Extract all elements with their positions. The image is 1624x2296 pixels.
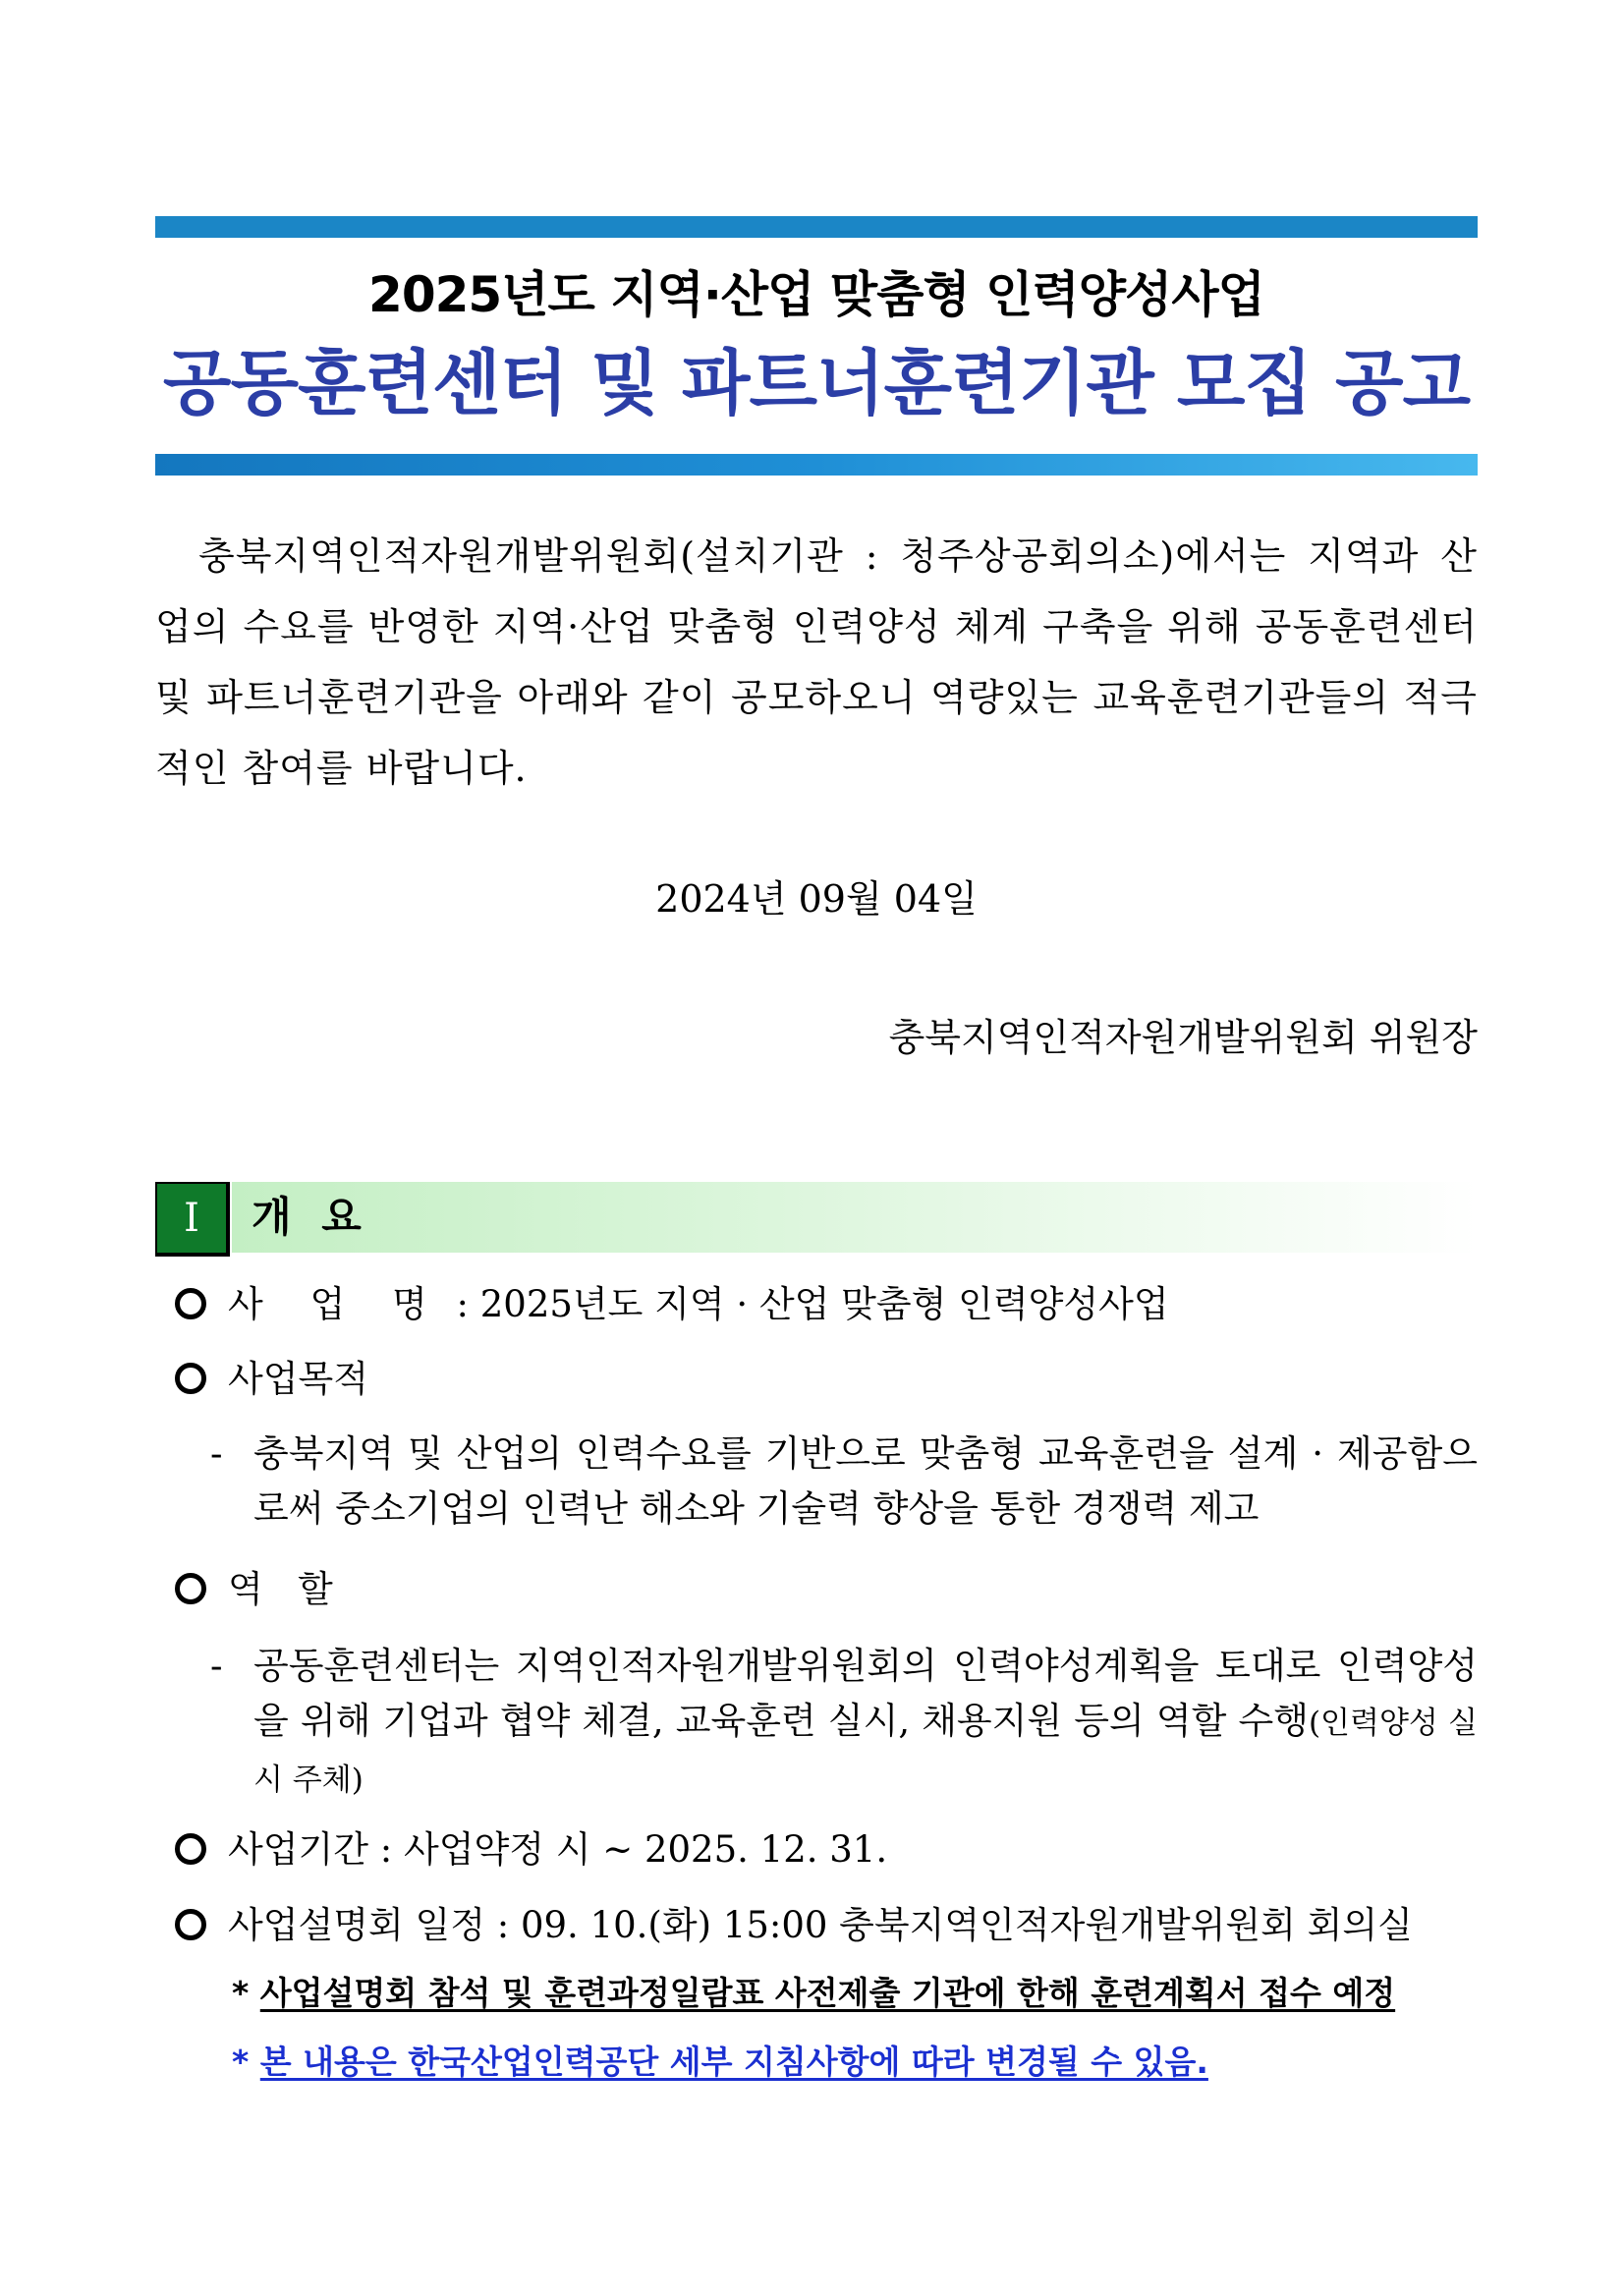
role-detail-main: 공동훈련센터는 지역인적자원개발위원회의 인력야성계획을 토대로 인력양성을 위해 기업과 협약 체결, 교육훈련 실시, 채용지원 등의 역할 수행 bbox=[253, 1645, 1478, 1742]
item-separator: : bbox=[367, 1828, 404, 1871]
circle-bullet-icon bbox=[175, 1363, 206, 1394]
dash-mark: - bbox=[210, 1645, 223, 1687]
note-submission bbox=[232, 1970, 1395, 2017]
item-value: 2025년도 지역 · 산업 맞춤형 인력양성사업 bbox=[479, 1283, 1169, 1325]
item-separator: : bbox=[444, 1283, 480, 1325]
item-value: 사업약정 시 ~ 2025. 12. 31. bbox=[403, 1828, 888, 1871]
bottom-rule bbox=[155, 454, 1478, 476]
role-detail bbox=[210, 1639, 1478, 1808]
signer: 충북지역인적자원개발위원회 위원장 bbox=[888, 1016, 1478, 1059]
item-label: 사 업 명 bbox=[228, 1283, 445, 1325]
item-label: 사업설명회 일정 bbox=[228, 1904, 485, 1946]
circle-bullet-icon bbox=[175, 1909, 206, 1940]
title-line-1: 2025년도 지역·산업 맞춤형 인력양성사업 bbox=[368, 266, 1264, 323]
overview-item-purpose bbox=[175, 1352, 368, 1407]
item-label: 사업기간 bbox=[228, 1828, 368, 1871]
notice-date: 2024년 09월 04일 bbox=[655, 877, 978, 921]
note-mark: * bbox=[232, 2043, 250, 2081]
overview-item-period bbox=[175, 1822, 887, 1877]
intro-paragraph: 충북지역인적자원개발위원회(설치기관 : 청주상공회의소)에서는 지역과 산업의 수요를 반영한 지역·산업 맞춤형 인력양성 체계 구축을 위해 공동훈련센터 및 파트너훈련기관을 아래와 같이 공모하오니 역량있는 교육훈련기관들의 적극적인 참여를 바랍니다. bbox=[155, 534, 1478, 790]
top-rule bbox=[155, 216, 1478, 238]
section-title: 개 요 bbox=[252, 1193, 369, 1241]
note-text: 본 내용은 한국산업인력공단 세부 지침사항에 따라 변경될 수 있음. bbox=[259, 2043, 1208, 2081]
circle-bullet-icon bbox=[175, 1573, 206, 1604]
purpose-detail-text: 충북지역 및 산업의 인력수요를 기반으로 맞춤형 교육훈련을 설계 · 제공함으로써 중소기업의 인력난 해소와 기술력 향상을 통한 경쟁력 제고 bbox=[253, 1432, 1478, 1530]
note-change-notice bbox=[232, 2039, 1208, 2086]
item-separator: : bbox=[484, 1904, 521, 1946]
title-line-2: 공동훈련센터 및 파트너훈련기관 모집 공고 bbox=[162, 342, 1471, 424]
item-label: 역 할 bbox=[228, 1568, 333, 1610]
role-detail-note: (인력양성 실시 주체) bbox=[253, 1706, 1478, 1798]
item-label: 사업목적 bbox=[228, 1358, 368, 1400]
circle-bullet-icon bbox=[175, 1288, 206, 1319]
section-heading bbox=[155, 1182, 1478, 1256]
purpose-detail bbox=[210, 1427, 1478, 1537]
section-number-badge: I bbox=[155, 1182, 230, 1257]
overview-item-briefing bbox=[175, 1898, 1413, 1953]
overview-item-role bbox=[175, 1562, 333, 1617]
dash-mark: - bbox=[210, 1432, 223, 1475]
item-value: 09. 10.(화) 15:00 충북지역인적자원개발위원회 회의실 bbox=[520, 1904, 1413, 1946]
overview-item-name bbox=[175, 1277, 1169, 1332]
circle-bullet-icon bbox=[175, 1833, 206, 1865]
note-text: 사업설명회 참석 및 훈련과정일람표 사전제출 기관에 한해 훈련계획서 접수 예정 bbox=[259, 1974, 1396, 2012]
section-heading-band bbox=[232, 1182, 1478, 1253]
role-detail-text bbox=[253, 1639, 1478, 1808]
note-mark: * bbox=[232, 1974, 250, 2012]
